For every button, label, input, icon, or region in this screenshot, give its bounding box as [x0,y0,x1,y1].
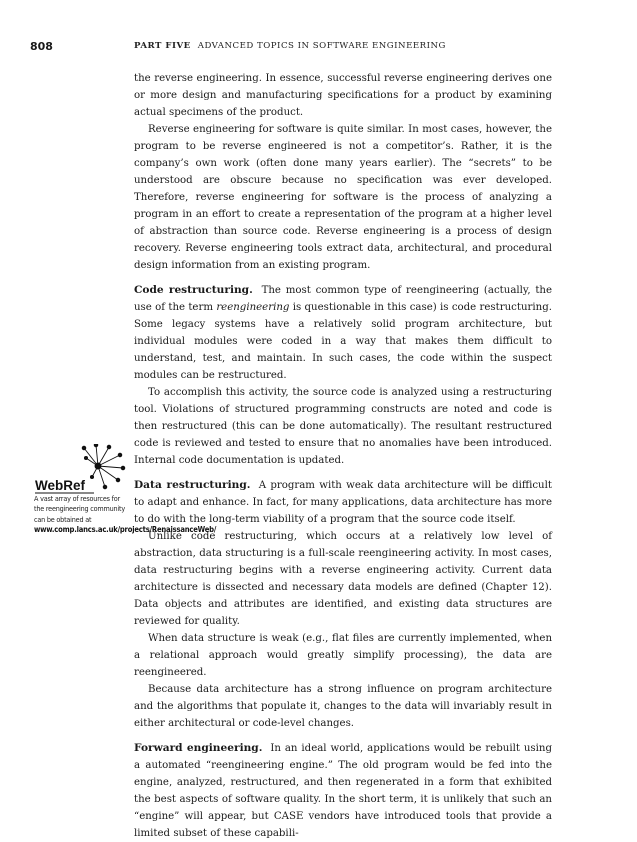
heading-code-restructuring: Code restructuring. [134,284,253,296]
code-restructuring-text-b: is questionable in this case) is code restructuring. Some legacy systems have a relatively solid program architecture, but individual modules were coded in a way that makes them difficult to understand, test, and maintain. In such cases, the code within the suspect modules can be restructured. [134,302,552,381]
paragraph-forward-engineering [134,740,552,842]
heading-forward-engineering: Forward engineering. [134,742,263,754]
body-text [134,70,552,842]
code-restructuring-text-a: The most common type of reengineering (actually, the use of the term [134,285,553,313]
forward-engineering-text: In an ideal world, applications would be rebuilt using a automated “reengineering engine.” The old program would be fed into the engine, analyzed, restructured, and then regenerated in a form that exhibited the best aspects of software quality. In the short term, it is unlikely that such an “engine” will appear, but CASE vendors have introduced tools that provide a limited subset of these capabili- [134,743,552,839]
paragraph-reverse-engineering-software: Reverse engineering for software is quite similar. In most cases, however, the program to be reverse engineered is not a competitor’s. Rather, it is the company’s own work (often done many years earlier). The “secrets” to be understood are obscure because no specification was ever developed. Therefore, reverse engineering for software is the process of analyzing a program in an effort to create a representation of the program at a higher level of abstraction than source code. Reverse engineering is a process of design recovery. Reverse engineering tools extract data, architectural, and procedural design information from an existing program. [134,124,552,271]
paragraph-code-restructuring [134,282,552,384]
webref-logo: WebRef [35,478,86,493]
part-title: ADVANCED TOPICS IN SOFTWARE ENGINEERING [197,41,446,51]
paragraph-data-architecture-influence: Because data architecture has a strong influence on program architecture and the algorithms that populate it, changes to the data will invariably result in either architectural or code-level changes. [134,684,552,729]
paragraph-weak-data-structure: When data structure is weak (e.g., flat files are currently implemented, when a relational approach would greatly simplify processing), the data are reengineered. [134,633,552,678]
paragraph-data-structuring-abstraction: Unlike code restructuring, which occurs at a relatively low level of abstraction, data structuring is a full-scale reengineering activity. In most cases, data restructuring begins with a reverse engineering activity. Current data architecture is dissected and necessary data models are defined (Chapter 12). Data objects and attributes are identified, and existing data structures are reviewed for quality. [134,531,552,627]
running-head [30,40,610,60]
paragraph-reverse-engineering-intro: the reverse engineering. In essence, successful reverse engineering derives one or more design and manufacturing specifications for a product by examining actual specimens of the product. [134,73,552,118]
webref-text [34,494,217,536]
code-restructuring-emph: reengineering [216,302,290,313]
webref-url[interactable]: www.comp.lancs.ac.uk/projects/RenaissanceWeb/ [34,525,217,535]
part-number: PART FIVE [134,41,191,51]
paragraph-data-restructuring [134,477,552,528]
heading-data-restructuring: Data restructuring. [134,479,251,491]
part-label [134,41,446,51]
paragraph-restructuring-activity: To accomplish this activity, the source code is analyzed using a restructuring tool. Violations of structured programming constructs are noted and code is then restructured (this can be done automatically). The resultant restructured code is reviewed and tested to ensure that no anomalies have been introduced. Internal code documentation is updated. [134,387,552,466]
webref-icon [34,444,126,496]
page-number: 808 [30,40,53,53]
webref-description: A vast array of resources for the reengineering community can be obtained at [34,494,125,524]
data-restructuring-text: A program with weak data architecture will be difficult to adapt and enhance. In fact, for many applications, data architecture has more to do with the long-term viability of a program that the source code itself. [134,480,552,525]
